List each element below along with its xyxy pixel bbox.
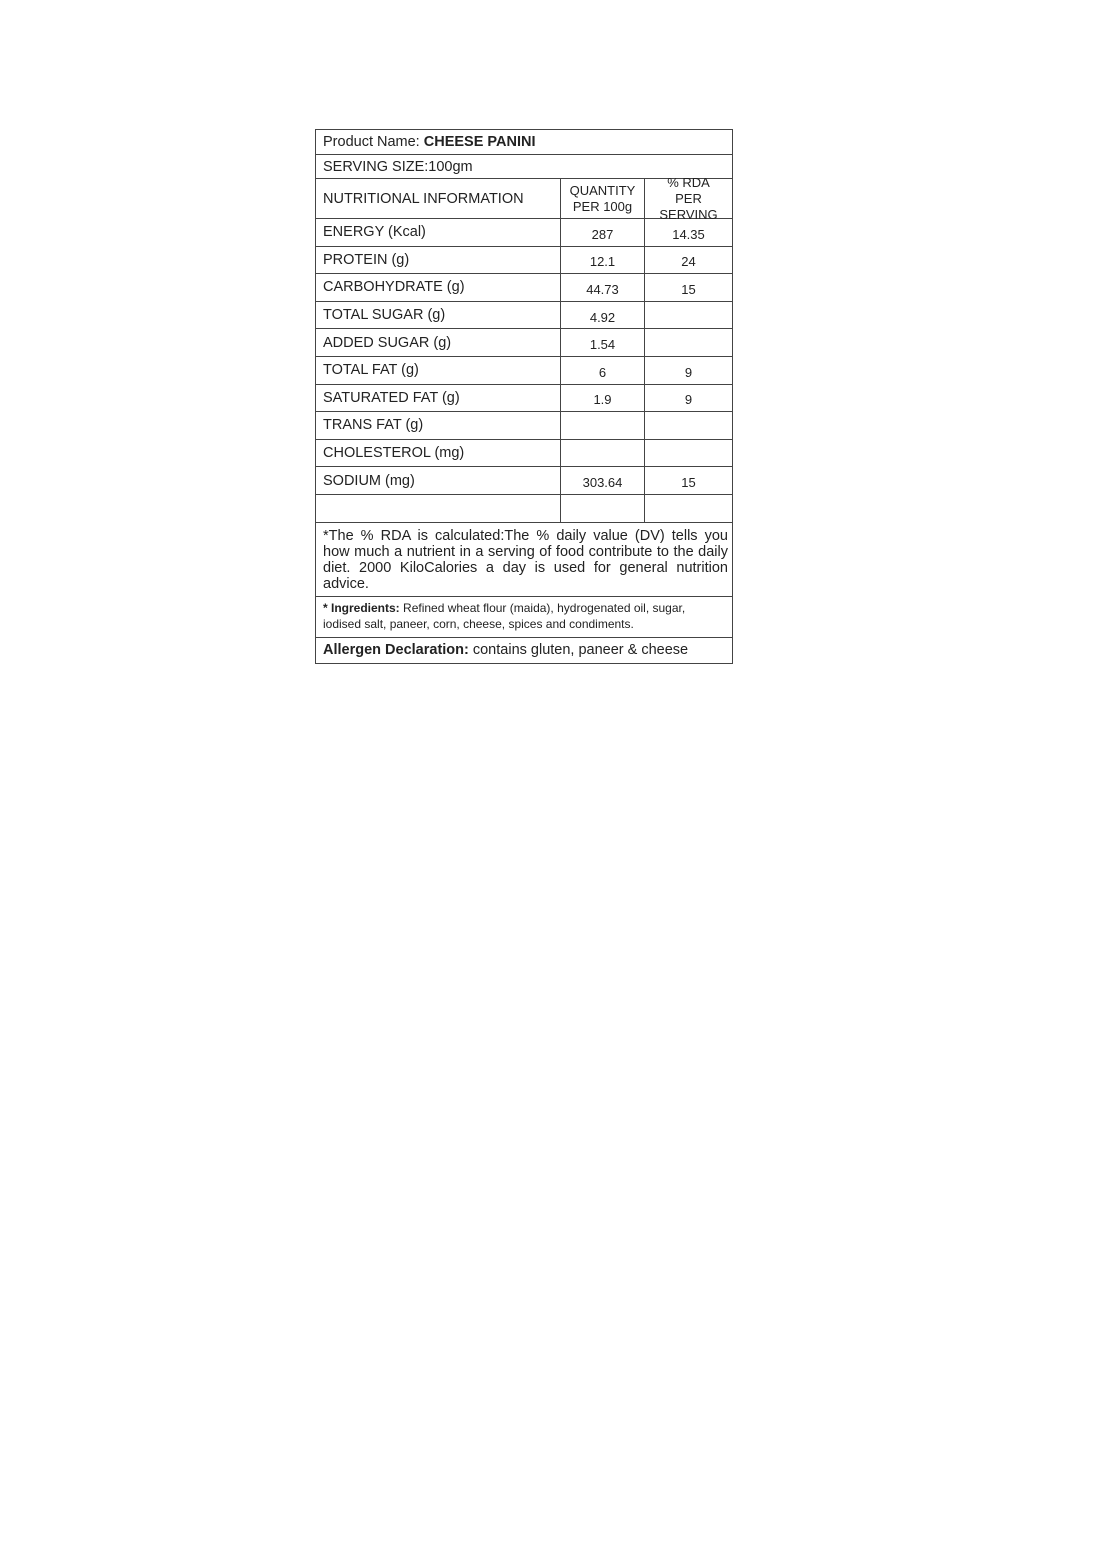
table-header-row (316, 174, 732, 222)
nutrition-label (315, 129, 733, 664)
table-row (316, 495, 732, 523)
nutrient-rda: 15 (681, 281, 696, 297)
table-row (316, 467, 732, 495)
table-row (316, 219, 732, 247)
rda-note: *The % RDA is calculated:The % daily value (DV) tells you how much a nutrient in a serving of food contribute to the daily diet. 2000 KiloCalories a day is used for general nutrition advice. (323, 527, 728, 592)
table-row (316, 247, 732, 275)
nutrient-name: CARBOHYDRATE (g) (316, 274, 561, 301)
table-row (316, 329, 732, 357)
rda-header-line2: PER SERVING (659, 190, 718, 222)
nutrient-name (316, 495, 561, 522)
rda-header-line1: % RDA (667, 174, 710, 190)
quantity-header (561, 179, 645, 218)
nutrient-name: CHOLESTEROL (mg) (316, 440, 561, 467)
product-name-value: CHEESE PANINI (423, 134, 536, 150)
nutrient-name: SODIUM (mg) (316, 467, 561, 494)
table-row (316, 357, 732, 385)
nutrient-name: TOTAL FAT (g) (316, 357, 561, 384)
nutrient-rda (645, 495, 732, 522)
table-row (316, 274, 732, 302)
nutrient-rda (645, 412, 732, 439)
allergen-text: contains gluten, paneer & cheese (468, 642, 689, 659)
product-name-row (316, 130, 732, 155)
quantity-header-line1: QUANTITY (569, 182, 636, 198)
nutrient-quantity: 1.9 (561, 385, 645, 412)
nutrient-name: PROTEIN (g) (316, 247, 561, 274)
ingredients-row (316, 597, 732, 638)
nutrient-quantity: 4.92 (561, 302, 645, 329)
nutrient-rda (645, 440, 732, 467)
nutrient-quantity (561, 495, 645, 522)
nutrient-quantity (561, 440, 645, 467)
nutrient-quantity: 44.73 (561, 274, 645, 301)
table-row (316, 385, 732, 413)
nutrient-name: ENERGY (Kcal) (316, 219, 561, 246)
nutrient-rda (645, 329, 732, 356)
allergen-row (316, 638, 732, 663)
nutrient-quantity: 1.54 (561, 329, 645, 356)
table-row (316, 440, 732, 468)
nutrient-rda: 14.35 (672, 226, 705, 242)
nutrient-quantity: 12.1 (561, 247, 645, 274)
table-row (316, 302, 732, 330)
ingredients (316, 597, 732, 637)
product-name-label: Product Name: (323, 134, 424, 150)
nutritional-information-label: NUTRITIONAL INFORMATION (323, 190, 524, 207)
nutrient-name: TRANS FAT (g) (316, 412, 561, 439)
nutritional-information-header (316, 179, 561, 218)
rda-header (645, 174, 732, 222)
serving-size: SERVING SIZE:100gm (323, 158, 473, 175)
nutrient-rda (645, 302, 732, 329)
nutrient-quantity: 287 (561, 219, 645, 246)
ingredients-text: Refined wheat flour (maida), hydrogenated oil, sugar, iodised salt, paneer, corn, cheese, spices and condiments. (323, 600, 689, 631)
quantity-header-line2: PER 100g (572, 198, 633, 214)
nutrient-quantity: 6 (561, 357, 645, 384)
nutrient-quantity: 303.64 (561, 467, 645, 494)
nutrient-name: TOTAL SUGAR (g) (316, 302, 561, 329)
nutrient-rda: 24 (681, 254, 696, 270)
rda-note-row (316, 523, 732, 597)
nutrient-name: SATURATED FAT (g) (316, 385, 561, 412)
table-row (316, 412, 732, 440)
ingredients-label: * Ingredients: (323, 600, 400, 615)
nutrient-quantity (561, 412, 645, 439)
nutrient-rda: 9 (684, 392, 693, 408)
nutrient-rda: 15 (681, 475, 696, 491)
nutrient-rda: 9 (684, 364, 693, 380)
allergen-label: Allergen Declaration: (323, 642, 469, 659)
nutrient-name: ADDED SUGAR (g) (316, 329, 561, 356)
